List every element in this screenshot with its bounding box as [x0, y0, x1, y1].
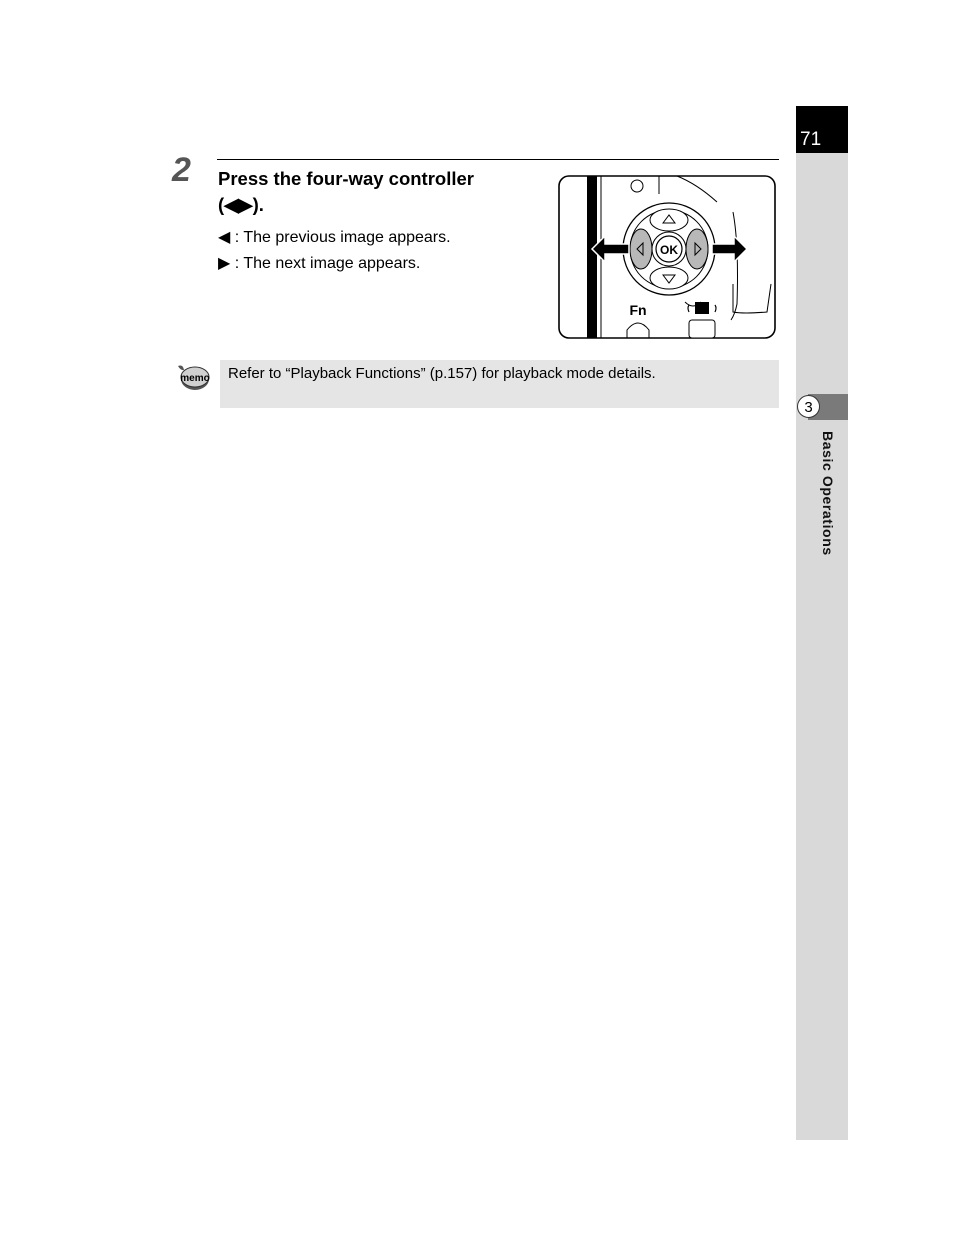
ok-button-label: OK: [660, 243, 678, 257]
desc-next: ▶ : The next image appears.: [218, 255, 421, 272]
desc-previous: ◀ : The previous image appears.: [218, 229, 451, 246]
step-divider: [217, 159, 779, 160]
chapter-number: 3: [797, 395, 820, 418]
step-number: 2: [172, 151, 191, 189]
memo-icon: [175, 362, 211, 392]
memo-box: [220, 360, 779, 408]
page-number: 71: [800, 129, 822, 150]
camera-controller-illustration: [557, 174, 777, 340]
chapter-title: Basic Operations: [820, 431, 836, 556]
fn-label: Fn: [629, 302, 647, 318]
page-number-box: [796, 106, 848, 153]
memo-text: Refer to “Playback Functions” (p.157) for playback mode details.: [228, 365, 656, 382]
side-tab: [796, 106, 848, 1140]
step-title: Press the four-way controller (◀▶).: [218, 168, 474, 215]
memo-icon-label: memo: [180, 373, 210, 384]
shake-reduction-icon: [695, 302, 709, 314]
